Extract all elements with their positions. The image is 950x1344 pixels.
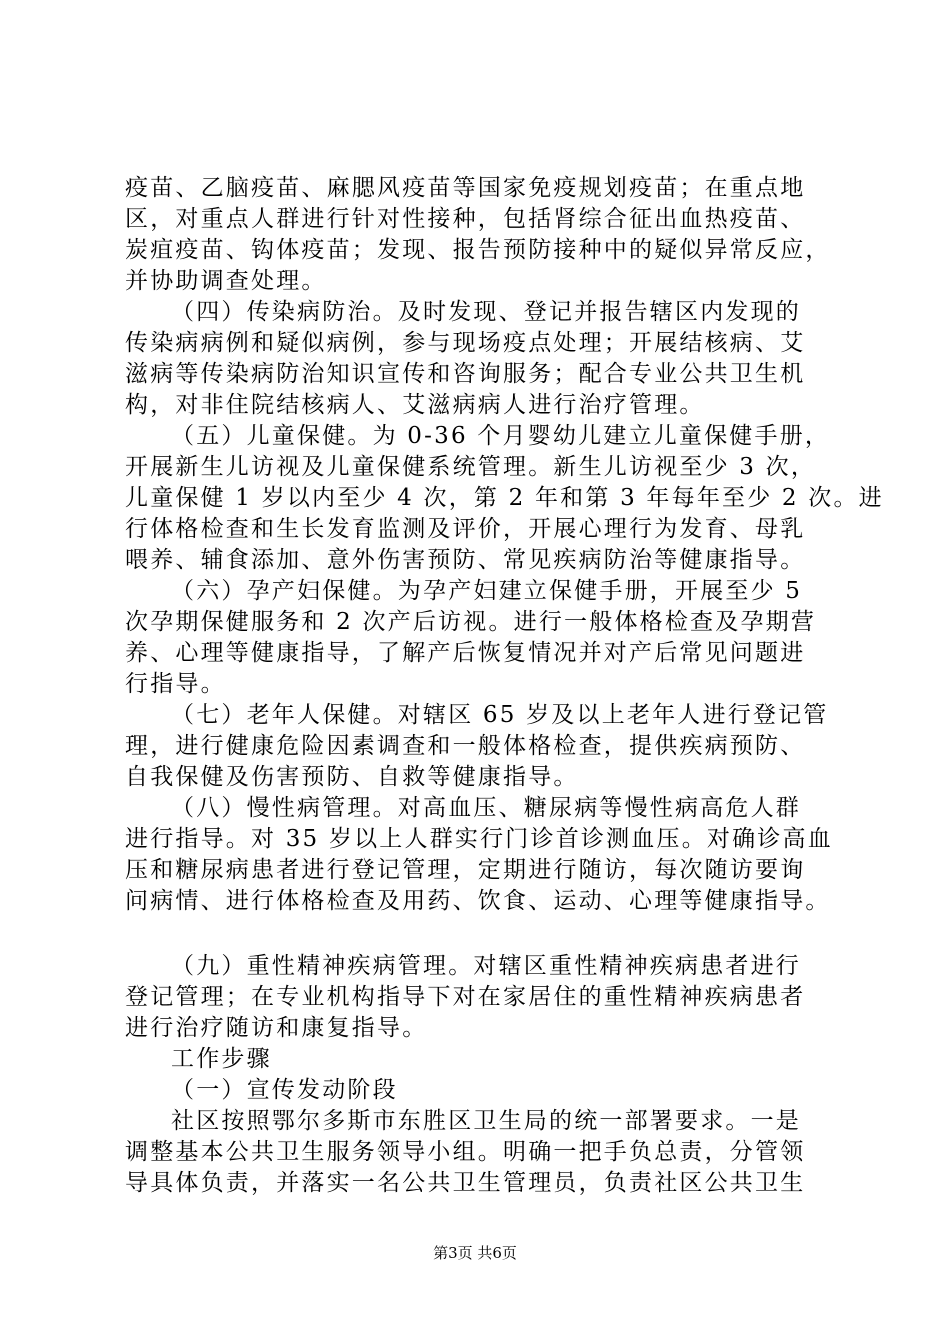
text-line: 区，对重点人群进行针对性接种，包括肾综合征出血热疫苗、 <box>125 206 806 232</box>
text-line: 开展新生儿访视及儿童保健系统管理。新生儿访视至少 3 次， <box>125 454 817 480</box>
stage-1-heading: （一）宣传发动阶段 <box>171 1077 398 1103</box>
text-line: 导具体负责，并落实一名公共卫生管理员，负责社区公共卫生 <box>125 1170 806 1196</box>
text-line: 养、心理等健康指导，了解产后恢复情况并对产后常见问题进 <box>125 640 806 666</box>
section-5-first-line: （五）儿童保健。为 0-36 个月婴幼儿建立儿童保健手册， <box>171 423 831 449</box>
text-line: 进行治疗随访和康复指导。 <box>125 1015 428 1041</box>
text-line: 进行指导。对 35 岁以上人群实行门诊首诊测血压。对确诊高血 <box>125 826 833 852</box>
section-9-first-line: （九）重性精神疾病管理。对辖区重性精神疾病患者进行 <box>171 953 801 979</box>
text-line: 疫苗、乙脑疫苗、麻腮风疫苗等国家免疫规划疫苗；在重点地 <box>125 175 806 201</box>
text-line: 登记管理；在专业机构指导下对在家居住的重性精神疾病患者 <box>125 984 806 1010</box>
text-line: 行指导。 <box>125 671 226 697</box>
text-line: 问病情、进行体格检查及用药、饮食、运动、心理等健康指导。 <box>125 888 831 914</box>
section-6-first-line: （六）孕产妇保健。为孕产妇建立保健手册，开展至少 5 <box>171 578 803 604</box>
text-line: 传染病病例和疑似病例，参与现场疫点处理；开展结核病、艾 <box>125 330 806 356</box>
section-7-first-line: （七）老年人保健。对辖区 65 岁及以上老年人进行登记管 <box>171 702 829 728</box>
text-line: 次孕期保健服务和 2 次产后访视。进行一般体格检查及孕期营 <box>125 609 817 635</box>
page-number-footer: 第3页 共6页 <box>433 1244 517 1262</box>
text-line: 压和糖尿病患者进行登记管理，定期进行随访，每次随访要询 <box>125 857 806 883</box>
text-line: 滋病等传染病防治知识宣传和咨询服务；配合专业公共卫生机 <box>125 361 806 387</box>
text-line: 构，对非住院结核病人、艾滋病病人进行治疗管理。 <box>125 392 705 418</box>
work-steps-heading: 工作步骤 <box>171 1046 272 1072</box>
text-line: 自我保健及伤害预防、自救等健康指导。 <box>125 764 579 790</box>
document-body <box>125 173 884 1199</box>
text-line: 行体格检查和生长发育监测及评价，开展心理行为发育、母乳 <box>125 516 806 542</box>
text-line: 理，进行健康危险因素调查和一般体格检查，提供疾病预防、 <box>125 733 806 759</box>
text-line: 喂养、辅食添加、意外伤害预防、常见疾病防治等健康指导。 <box>125 547 806 573</box>
section-8-first-line: （八）慢性病管理。对高血压、糖尿病等慢性病高危人群 <box>171 795 801 821</box>
paragraph-spacer <box>125 917 835 951</box>
text-line: 调整基本公共卫生服务领导小组。明确一把手负总责，分管领 <box>125 1139 806 1165</box>
text-line: 并协助调查处理。 <box>125 268 327 294</box>
text-line: 儿童保健 1 岁以内至少 4 次，第 2 年和第 3 年每年至少 2 次。进 <box>125 485 884 511</box>
text-line: 炭疽疫苗、钩体疫苗；发现、报告预防接种中的疑似异常反应， <box>125 237 831 263</box>
section-4-first-line: （四）传染病防治。及时发现、登记并报告辖区内发现的 <box>171 299 801 325</box>
stage-1-first-line: 社区按照鄂尔多斯市东胜区卫生局的统一部署要求。一是 <box>171 1108 801 1134</box>
